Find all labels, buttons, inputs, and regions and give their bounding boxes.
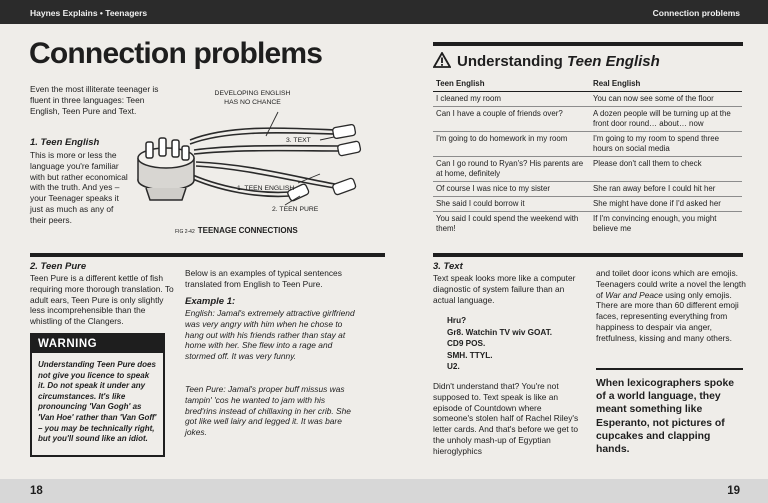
table-cell: If I'm convincing enough, you might believe me — [593, 214, 717, 233]
table-row — [433, 92, 742, 107]
table-cell: A dozen people will be turning up at the front door round… about… now — [590, 107, 742, 132]
table-row — [433, 212, 742, 237]
example-english: English: Jamal's extremely attractive girlfriend was very angry with him when he chose to hang out with his friends rather than stay at home with her. She flew into a rage and stormed off. It was very funny. — [185, 308, 355, 362]
text-sample: SMH. TTYL. — [447, 350, 493, 360]
table-row — [433, 197, 742, 212]
page-title: Connection problems — [29, 37, 323, 70]
emoji-paragraph-part1: and toilet door icons which are emojis. Teenagers could write a novel the length of — [596, 268, 746, 300]
page-number-left: 18 — [30, 485, 43, 497]
table-cell: Of course I was nice to my sister — [433, 182, 590, 197]
warning-box — [30, 333, 165, 457]
column-header-real-english: Real English — [590, 77, 742, 92]
text-heading: 3. Text — [433, 261, 463, 272]
page-footer — [0, 479, 768, 503]
table-header-row — [433, 77, 742, 92]
table-row — [433, 107, 742, 132]
emoji-paragraph — [596, 268, 746, 344]
table-cell: She ran away before I could hit her — [590, 182, 742, 197]
teen-pure-heading: 2. Teen Pure — [30, 261, 87, 272]
pull-quote-divider — [596, 368, 743, 370]
text-samples — [447, 315, 552, 373]
diagram-fig-ref: FIG 2-42 — [175, 229, 195, 235]
header-chapter-title: Connection problems — [652, 8, 740, 18]
section-divider-left — [30, 253, 385, 257]
diagram-caption — [175, 226, 298, 235]
table-row — [433, 157, 742, 182]
warning-text: Understanding Teen Pure does not give you licence to speak it. Do not speak it under any circumstances. It's like pronouncing 'Van Gogh' as 'Van Hoe' rather than 'Van Goff' – you may be technically right, but you'll sound like an idiot. — [38, 360, 157, 444]
text-body: Text speak looks more like a computer diagnostic of system failure than an actual language. — [433, 273, 576, 305]
teen-pure-body: Teen Pure is a different kettle of fish requiring more thorough translation. To adult ears, Teen Pure is only slightly less incomprehensible than the whistling of the Clangers. — [30, 273, 174, 327]
diagram-label-teen-english: 1. TEEN ENGLISH — [237, 185, 295, 192]
table-row — [433, 132, 742, 157]
warning-title: WARNING — [32, 335, 163, 353]
table-cell: She might have done if I'd asked her — [590, 197, 742, 212]
column-header-teen-english: Teen English — [433, 77, 590, 92]
emoji-paragraph-part2: using only emojis. There are more than 60 different emoji faces, representing everything from happiness to despair via anger, fretfulness, kissing and many others. — [596, 289, 739, 343]
diagram-caption-text: TEENAGE CONNECTIONS — [197, 226, 298, 235]
table-cell: You said I could spend the weekend with them! — [436, 214, 579, 233]
table-cell: I'm going to do homework in my room — [433, 132, 590, 157]
table-cell: Can I go round to Ryan's? His parents are at home, definitely — [433, 157, 590, 182]
section-divider-right — [433, 253, 743, 257]
section-title-italic: Teen English — [567, 53, 660, 70]
examples-intro: Below is an examples of typical sentences translated from English to Teen Pure. — [185, 268, 342, 289]
table-cell: Can I have a couple of friends over? — [433, 107, 590, 132]
diagram-label-developing: DEVELOPING ENGLISH HAS NO CHANCE — [214, 90, 291, 106]
text-sample: U2. — [447, 362, 460, 372]
text-sample: CD9 POS. — [447, 339, 486, 349]
table-cell: Please don't call them to check — [590, 157, 742, 182]
teen-english-section-title — [433, 52, 660, 73]
text-sample: Hru? — [447, 316, 467, 325]
teen-english-body: This is more or less the language you're familiar with but rather economical with the truth. And yes – your Teenager speaks it just as much as any of their peers. — [30, 150, 128, 225]
table-cell: I cleaned my room — [433, 92, 590, 107]
section-title-plain: Understanding — [457, 53, 568, 70]
table-cell: You can now see some of the floor — [590, 92, 742, 107]
emoji-paragraph-book-title: War and Peace — [605, 289, 663, 300]
text-sample: Gr8. Watchin TV wiv GOAT. — [447, 327, 553, 337]
header-book-title: Haynes Explains • Teenagers — [30, 8, 148, 18]
text-body-continued: Didn't understand that? You're not supposed to. Text speak is like an episode of Countdown where someone's stolen half of Rachel Riley's letter cards. And that's before we get to the unholy mash-up of Egyptian hieroglyphics — [433, 381, 579, 456]
example-heading: Example 1: — [185, 296, 236, 307]
table-row — [433, 182, 742, 197]
page-number-right: 19 — [727, 485, 740, 497]
teen-english-heading: 1. Teen English — [30, 137, 100, 148]
warning-triangle-icon — [433, 52, 451, 73]
table-cell: I'm going to my room to spend three hours on social media — [590, 132, 742, 157]
translation-table — [433, 77, 742, 236]
section-divider-top-right — [433, 42, 743, 46]
page-header — [0, 0, 768, 24]
intro-text: Even the most illiterate teenager is fluent in three languages: Teen English, Teen Pure and Text. — [30, 84, 159, 116]
teenage-connections-diagram — [130, 88, 390, 236]
pull-quote: When lexicographers spoke of a world language, they meant something like Esperanto, not pictures of cupcakes and clapping hands. — [596, 378, 735, 456]
example-teen-pure: Teen Pure: Jamal's proper buff missus was tampin' 'cos he wanted to jam with his bred'rins instead of chillaxing in her crib. She got like well lairy and legged it. It was bare jokes. — [185, 384, 351, 438]
table-cell: She said I could borrow it — [433, 197, 590, 212]
diagram-label-teen-pure: 2. TEEN PURE — [272, 206, 319, 213]
diagram-label-text: 3. TEXT — [286, 137, 311, 144]
